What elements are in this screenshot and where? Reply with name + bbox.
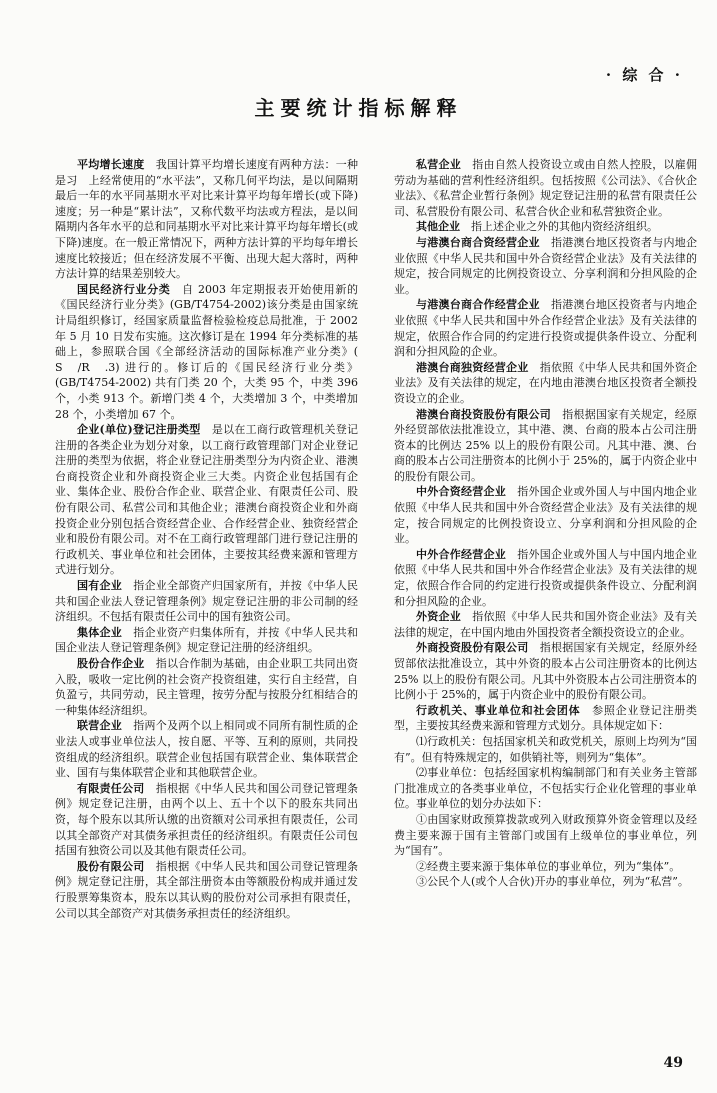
term: 中外合作经营企业 — [416, 547, 506, 561]
term: 股份有限公司 — [77, 859, 145, 873]
paragraph — [55, 859, 358, 921]
paragraph — [394, 157, 697, 219]
term: 与港澳台商合资经营企业 — [416, 235, 540, 249]
paragraph — [394, 219, 697, 235]
term: 与港澳台商合作经营企业 — [416, 298, 540, 312]
paragraph — [394, 609, 697, 640]
definition: 指根据《中华人民共和国公司登记管理条例》规定登记注册，由两个以上、五十个以下的股东共同出资，每个股东以其所认缴的出资额对公司承担有限责任，公司以其全部资产对其债务承担责任的经济组织。有限责任公司包括国有独资公司以及其他有限责任公司。 — [55, 781, 358, 858]
term: 外商投资股份有限公司 — [416, 641, 529, 655]
term: 外资企业 — [416, 610, 461, 624]
section-label: · 综 合 · — [605, 66, 683, 84]
definition: ⑴行政机关：包括国家机关和政党机关，原则上均列为“国有”。但有特殊规定的，如供销社等，则列为“集体”。 — [394, 734, 697, 764]
paragraph — [394, 235, 697, 297]
definition: 是以在工商行政管理机关登记注册的各类企业为划分对象，以工商行政管理部门对企业登记注册的类型为依据，将企业登记注册类型分为内资企业、港澳台商投资企业和外商投资企业三大类。内资企业包括国有企业、集体企业、股份合作企业、联营企业、有限责任公司、股份有限公司、私营公司和其他企业；港澳台商投资企业和外商投资企业分别包括合资经营企业、合作经营企业、独资经营企业和股份有限公司。对不在工商行政管理部门进行登记注册的行政机关、事业单位和社会团体，主要按其经费来源和管理方式进行划分。 — [55, 423, 359, 577]
paragraph — [55, 781, 358, 859]
paragraph — [55, 625, 358, 656]
definition: 指港澳台地区投资者与内地企业依照《中华人民共和国中外合资经营企业法》及有关法律的规定，按合同规定的比例投资设立、分享利润和分担风险的企业。 — [394, 235, 697, 296]
paragraph — [394, 297, 697, 359]
definition: 指企业资产归集体所有，并按《中华人民共和国企业法人登记管理条例》规定登记注册的经济组织。 — [55, 625, 358, 655]
right-column — [394, 157, 697, 890]
term: 企业(单位)登记注册类型 — [77, 423, 201, 437]
sub-paragraph — [394, 859, 697, 875]
paragraph — [55, 282, 358, 422]
definition: 参照企业登记注册类型，主要按其经费来源和管理方式划分。具体规定如下： — [394, 703, 698, 733]
term: 股份合作企业 — [77, 657, 145, 670]
left-column — [55, 157, 358, 921]
term: 国民经济行业分类 — [77, 282, 171, 296]
definition: ①由国家财政预算拨款或列入财政预算外资金管理以及经费主要来源于国有主管部门或国有上级单位的事业单位，列为“国有”。 — [394, 812, 697, 858]
definition: 指外国企业或外国人与中国内地企业依照《中华人民共和国中外合作经营企业法》及有关法律的规定，依照合作合同的约定进行投资或提供条件设立、分配利润和分担风险的企业。 — [394, 547, 697, 608]
term: 联营企业 — [77, 719, 122, 733]
definition: 指依照《中华人民共和国外资企业法》及有关法律的规定，在中国内地由外国投资者全额投资设立的企业。 — [394, 610, 697, 639]
paragraph — [394, 407, 697, 485]
term: 中外合资经营企业 — [416, 485, 506, 499]
paragraph — [55, 157, 358, 282]
term: 港澳台商独资经营企业 — [416, 360, 529, 374]
definition: ⑵事业单位：包括经国家机构编制部门和有关业务主管部门批准成立的各类事业单位，不包括实行企业化管理的事业单位。事业单位的划分办法如下： — [394, 766, 697, 811]
paragraph — [55, 656, 358, 718]
definition: 指港澳台地区投资者与内地企业依照《中华人民共和国中外合作经营企业法》及有关法律的规定，依照合作合同的约定进行投资或提供条件设立、分配利润和分担风险的企业。 — [394, 298, 697, 359]
definition: 指根据国家有关规定，经原外经贸部依法批准设立，其中港、澳、台商的股本占公司注册资本的比例达 25% 以上的股份有限公司。凡其中港、澳、台商的股本占公司注册资本的比例小于 25%的，属于内资企业中的股份有限公司。 — [394, 407, 697, 483]
definition: ②经费主要来源于集体单位的事业单位，列为“集体”。 — [416, 859, 681, 873]
definition: 指以合作制为基础，由企业职工共同出资入股，吸收一定比例的社会资产投资组建，实行自主经营，自负盈亏，共同劳动，民主管理，按劳分配与按股分红相结合的一种集体经济组织。 — [55, 657, 358, 717]
definition: 指根据国家有关规定，经原外经贸部依法批准设立，其中外资的股本占公司注册资本的比例达 25% 以上的股份有限公司。凡其中外资股本占公司注册资本的比例小于 25%的，属于内资企业中的股份有限公司。 — [394, 641, 697, 702]
definition: 指企业全部资产归国家所有，并按《中华人民共和国企业法人登记管理条例》规定登记注册的非公司制的经济组织。不包括有限责任公司中的国有独资公司。 — [55, 579, 358, 624]
paragraph — [55, 578, 358, 625]
term: 国有企业 — [77, 579, 122, 593]
paragraph — [55, 718, 358, 780]
term: 平均增长速度 — [77, 158, 145, 171]
page-number: 49 — [663, 1055, 683, 1071]
sub-paragraph — [394, 874, 697, 890]
definition: 指依照《中华人民共和国外资企业法》及有关法律的规定，在内地由港澳台地区投资者全额投资设立的企业。 — [394, 360, 697, 405]
sub-paragraph — [394, 734, 697, 765]
definition: 指外国企业或外国人与中国内地企业依照《中华人民共和国中外合资经营企业法》及有关法律的规定，按合同规定的比例投资设立、分享利润和分担风险的企业。 — [394, 485, 697, 546]
term: 集体企业 — [77, 625, 122, 639]
term: 有限责任公司 — [77, 781, 145, 795]
definition: ③公民个人(或个人合伙)开办的事业单位，列为“私营”。 — [416, 875, 689, 889]
term: 行政机关、事业单位和社会团体 — [416, 703, 581, 717]
paragraph — [55, 422, 358, 578]
sub-paragraph — [394, 765, 697, 812]
page-title: 主要统计指标解释 — [254, 96, 463, 120]
term: 私营企业 — [416, 158, 461, 171]
definition: 指根据《中华人民共和国公司登记管理条例》规定登记注册，其全部注册资本由等额股份构成并通过发行股票筹集资本，股东以其认购的股份对公司承担有限责任，公司以其全部资产对其债务承担责任的经济组织。 — [55, 859, 358, 920]
definition: 指上述企业之外的其他内资经济组织。 — [471, 220, 658, 234]
paragraph — [394, 547, 697, 609]
definition: 指由自然人投资设立或由自然人控股，以雇佣劳动为基础的营利性经济组织。包括按照《公司法》、《合伙企业法》、《私营企业暂行条例》规定登记注册的私营有限责任公司、私营股份有限公司、私营合伙企业和私营独资企业。 — [394, 158, 697, 218]
definition: 指两个及两个以上相同或不同所有制性质的企业法人或事业单位法人，按自愿、平等、互利的原则，共同投资组成的经济组织。联营企业包括国有联营企业、集体联营企业、国有与集体联营企业和其他联营企业。 — [55, 719, 358, 780]
definition: 自 2003 年定期报表开始使用新的《国民经济行业分类》(GB/T4754-2002)该分类是由国家统计局组织修订，经国家质量监督检验检疫总局批准，于 2002 年 5 月 10 日发布实施。这次修订是在 1994 年分类标准的基础上，参照联合国《全部经济活动的国际标准产业分类》( S /R .3) 进行的。修订后的《国民经济行业分类》(GB/T4754-2002) 共有门类 20 个，大类 95 个，中类 396 个，小类 913 个。新增门类 4 个，大类增加 3 个，中类增加 28 个，小类增加 67 个。 — [55, 282, 359, 421]
paragraph — [394, 703, 697, 734]
paragraph — [394, 484, 697, 546]
paragraph — [394, 640, 697, 702]
term: 港澳台商投资股份有限公司 — [416, 407, 551, 421]
term: 其他企业 — [416, 220, 460, 234]
paragraph — [394, 360, 697, 407]
sub-paragraph — [394, 812, 697, 859]
definition: 我国计算平均增长速度有两种方法：一种是习 上经常使用的“水平法”，又称几何平均法，是以间隔期最后一年的水平同基期水平对比来计算平均每年增长(或下降)速度；另一种是“累计法”，又称代数平均法或方程法，是以间隔期内各年水平的总和同基期水平对比来计算平均每年增长(或下降)速度。在一般正常情况下，两种方法计算的平均每年增长速度比较接近；但在经济发展不平衡、出现大起大落时，两种方法计算的结果差别较大。 — [55, 158, 358, 281]
